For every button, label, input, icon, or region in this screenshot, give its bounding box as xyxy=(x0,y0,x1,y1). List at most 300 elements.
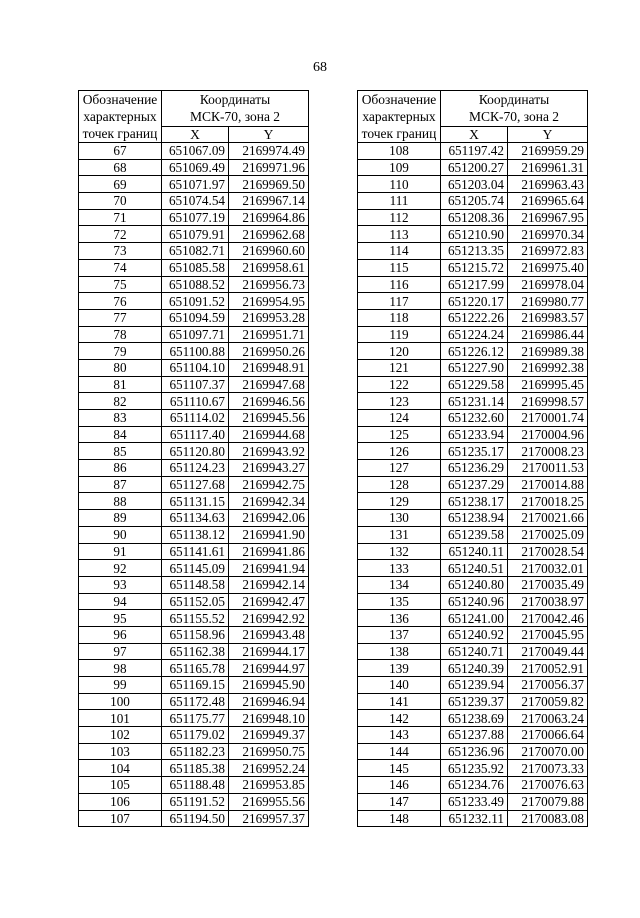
point-number-cell: 121 xyxy=(358,359,441,376)
table-row xyxy=(358,660,588,677)
point-number-cell: 140 xyxy=(358,677,441,694)
x-coordinate-cell: 651203.04 xyxy=(441,176,508,193)
x-coordinate-cell: 651172.48 xyxy=(162,693,229,710)
table-row xyxy=(79,693,309,710)
y-coordinate-cell: 2170021.66 xyxy=(508,510,588,527)
point-number-cell: 139 xyxy=(358,660,441,677)
y-coordinate-cell: 2169951.71 xyxy=(229,326,309,343)
designation-header-line1: Обозначение xyxy=(361,92,437,107)
y-coordinate-cell: 2169941.86 xyxy=(229,543,309,560)
point-number-cell: 71 xyxy=(79,209,162,226)
x-coordinate-cell: 651233.49 xyxy=(441,793,508,810)
table-row xyxy=(358,293,588,310)
point-number-cell: 103 xyxy=(79,743,162,760)
table-row xyxy=(358,493,588,510)
y-coordinate-cell: 2169947.68 xyxy=(229,376,309,393)
point-number-cell: 93 xyxy=(79,576,162,593)
point-number-cell: 105 xyxy=(79,777,162,794)
y-coordinate-cell: 2170073.33 xyxy=(508,760,588,777)
point-number-cell: 122 xyxy=(358,376,441,393)
point-number-cell: 101 xyxy=(79,710,162,727)
table-row xyxy=(358,576,588,593)
table-row xyxy=(79,810,309,827)
y-coordinate-cell: 2169956.73 xyxy=(229,276,309,293)
point-number-cell: 115 xyxy=(358,259,441,276)
point-number-cell: 129 xyxy=(358,493,441,510)
x-coordinate-cell: 651229.58 xyxy=(441,376,508,393)
point-number-cell: 141 xyxy=(358,693,441,710)
y-coordinate-cell: 2169989.38 xyxy=(508,343,588,360)
y-coordinate-cell: 2169955.56 xyxy=(229,793,309,810)
point-number-cell: 79 xyxy=(79,343,162,360)
point-number-cell: 87 xyxy=(79,476,162,493)
y-coordinate-cell: 2169953.28 xyxy=(229,309,309,326)
x-coordinate-cell: 651120.80 xyxy=(162,443,229,460)
y-coordinate-cell: 2170038.97 xyxy=(508,593,588,610)
point-number-cell: 91 xyxy=(79,543,162,560)
x-coordinate-cell: 651224.24 xyxy=(441,326,508,343)
table-row xyxy=(79,510,309,527)
designation-header-line2: характерных xyxy=(83,109,157,124)
point-number-cell: 80 xyxy=(79,359,162,376)
table-row xyxy=(79,326,309,343)
table-row xyxy=(358,259,588,276)
x-coordinate-cell: 651152.05 xyxy=(162,593,229,610)
designation-header-line2: характерных xyxy=(362,109,436,124)
x-coordinate-cell: 651091.52 xyxy=(162,293,229,310)
x-coordinate-cell: 651231.14 xyxy=(441,393,508,410)
y-coordinate-cell: 2169965.64 xyxy=(508,193,588,210)
designation-header-line3: точек границ xyxy=(361,126,437,141)
table-row xyxy=(79,143,309,160)
point-number-cell: 112 xyxy=(358,209,441,226)
y-coordinate-cell: 2169942.75 xyxy=(229,476,309,493)
y-coordinate-cell: 2170066.64 xyxy=(508,727,588,744)
point-number-cell: 76 xyxy=(79,293,162,310)
x-coordinate-cell: 651082.71 xyxy=(162,243,229,260)
table-row xyxy=(358,276,588,293)
y-coordinate-cell: 2169948.10 xyxy=(229,710,309,727)
point-number-cell: 86 xyxy=(79,460,162,477)
y-coordinate-cell: 2169970.34 xyxy=(508,226,588,243)
y-coordinate-cell: 2169980.77 xyxy=(508,293,588,310)
table-row xyxy=(358,760,588,777)
coordinates-table-right xyxy=(357,90,588,827)
point-number-cell: 117 xyxy=(358,293,441,310)
x-coordinate-cell: 651239.37 xyxy=(441,693,508,710)
x-coordinate-cell: 651179.02 xyxy=(162,727,229,744)
point-number-cell: 144 xyxy=(358,743,441,760)
x-coordinate-cell: 651210.90 xyxy=(441,226,508,243)
point-number-cell: 102 xyxy=(79,727,162,744)
point-number-cell: 145 xyxy=(358,760,441,777)
y-coordinate-cell: 2169958.61 xyxy=(229,259,309,276)
y-coordinate-cell: 2169957.37 xyxy=(229,810,309,827)
x-coordinate-cell: 651233.94 xyxy=(441,426,508,443)
point-number-cell: 142 xyxy=(358,710,441,727)
table-row xyxy=(79,393,309,410)
y-coordinate-cell: 2169950.26 xyxy=(229,343,309,360)
y-coordinate-cell: 2169961.31 xyxy=(508,159,588,176)
x-coordinate-cell: 651071.97 xyxy=(162,176,229,193)
y-coordinate-cell: 2169986.44 xyxy=(508,326,588,343)
page-number: 68 xyxy=(313,60,327,75)
y-coordinate-cell: 2169945.56 xyxy=(229,410,309,427)
table-row xyxy=(79,560,309,577)
table-row xyxy=(79,727,309,744)
y-coordinate-cell: 2170032.01 xyxy=(508,560,588,577)
y-coordinate-cell: 2170001.74 xyxy=(508,410,588,427)
point-number-cell: 123 xyxy=(358,393,441,410)
point-number-cell: 75 xyxy=(79,276,162,293)
x-coordinate-cell: 651237.88 xyxy=(441,727,508,744)
table-row xyxy=(358,176,588,193)
x-coordinate-cell: 651213.35 xyxy=(441,243,508,260)
table-row xyxy=(79,293,309,310)
x-coordinate-cell: 651240.80 xyxy=(441,576,508,593)
table-row xyxy=(79,493,309,510)
table-row xyxy=(358,359,588,376)
y-coordinate-cell: 2169949.37 xyxy=(229,727,309,744)
point-number-cell: 92 xyxy=(79,560,162,577)
point-number-cell: 124 xyxy=(358,410,441,427)
y-coordinate-cell: 2169974.49 xyxy=(229,143,309,160)
y-coordinate-cell: 2169941.94 xyxy=(229,560,309,577)
y-coordinate-cell: 2169941.90 xyxy=(229,526,309,543)
y-coordinate-cell: 2169978.04 xyxy=(508,276,588,293)
designation-header-line3: точек границ xyxy=(82,126,158,141)
point-number-cell: 118 xyxy=(358,309,441,326)
x-coordinate-cell: 651158.96 xyxy=(162,626,229,643)
y-coordinate-cell: 2169972.83 xyxy=(508,243,588,260)
y-coordinate-cell: 2169942.14 xyxy=(229,576,309,593)
x-coordinate-cell: 651236.96 xyxy=(441,743,508,760)
y-coordinate-cell: 2170059.82 xyxy=(508,693,588,710)
y-coordinate-cell: 2169960.60 xyxy=(229,243,309,260)
y-coordinate-cell: 2169971.96 xyxy=(229,159,309,176)
table-row xyxy=(358,777,588,794)
point-number-cell: 130 xyxy=(358,510,441,527)
coordinates-header-line1: Координаты xyxy=(478,92,550,108)
coordinates-header xyxy=(162,91,309,127)
x-coordinate-cell: 651185.38 xyxy=(162,760,229,777)
coordinates-header xyxy=(441,91,588,127)
y-coordinate-cell: 2170011.53 xyxy=(508,460,588,477)
x-coordinate-cell: 651232.11 xyxy=(441,810,508,827)
coordinates-table-left xyxy=(78,90,309,827)
y-coordinate-cell: 2169995.45 xyxy=(508,376,588,393)
point-number-cell: 143 xyxy=(358,727,441,744)
table-row xyxy=(358,526,588,543)
point-number-cell: 83 xyxy=(79,410,162,427)
table-row xyxy=(79,777,309,794)
table-row xyxy=(358,226,588,243)
x-coordinate-cell: 651239.94 xyxy=(441,677,508,694)
x-coordinate-cell: 651236.29 xyxy=(441,460,508,477)
point-number-cell: 74 xyxy=(79,259,162,276)
y-coordinate-cell: 2170049.44 xyxy=(508,643,588,660)
point-number-cell: 96 xyxy=(79,626,162,643)
table-row xyxy=(358,743,588,760)
table-row xyxy=(79,276,309,293)
x-coordinate-cell: 651239.58 xyxy=(441,526,508,543)
y-coordinate-cell: 2169950.75 xyxy=(229,743,309,760)
table-row xyxy=(79,243,309,260)
x-coordinate-cell: 651188.48 xyxy=(162,777,229,794)
table-row xyxy=(358,460,588,477)
point-number-cell: 73 xyxy=(79,243,162,260)
x-coordinate-cell: 651134.63 xyxy=(162,510,229,527)
table-row xyxy=(79,376,309,393)
x-coordinate-cell: 651094.59 xyxy=(162,309,229,326)
table-row xyxy=(79,193,309,210)
y-coordinate-cell: 2170008.23 xyxy=(508,443,588,460)
table-row xyxy=(358,626,588,643)
point-number-cell: 134 xyxy=(358,576,441,593)
x-coordinate-cell: 651238.69 xyxy=(441,710,508,727)
x-coordinate-cell: 651124.23 xyxy=(162,460,229,477)
x-coordinate-cell: 651208.36 xyxy=(441,209,508,226)
point-number-cell: 68 xyxy=(79,159,162,176)
table-row xyxy=(358,810,588,827)
point-number-cell: 109 xyxy=(358,159,441,176)
table-row xyxy=(79,443,309,460)
y-coordinate-cell: 2169954.95 xyxy=(229,293,309,310)
table-row xyxy=(358,443,588,460)
point-number-cell: 133 xyxy=(358,560,441,577)
point-number-cell: 94 xyxy=(79,593,162,610)
x-coordinate-cell: 651240.92 xyxy=(441,626,508,643)
table-row xyxy=(79,760,309,777)
x-coordinate-cell: 651238.17 xyxy=(441,493,508,510)
y-coordinate-cell: 2169942.47 xyxy=(229,593,309,610)
y-coordinate-cell: 2169944.97 xyxy=(229,660,309,677)
designation-header xyxy=(79,91,162,143)
designation-header xyxy=(358,91,441,143)
table-row xyxy=(79,526,309,543)
x-coordinate-cell: 651077.19 xyxy=(162,209,229,226)
table-row xyxy=(358,643,588,660)
x-coordinate-cell: 651069.49 xyxy=(162,159,229,176)
table-row xyxy=(79,159,309,176)
x-coordinate-cell: 651240.71 xyxy=(441,643,508,660)
x-coordinate-cell: 651131.15 xyxy=(162,493,229,510)
x-coordinate-cell: 651100.88 xyxy=(162,343,229,360)
point-number-cell: 78 xyxy=(79,326,162,343)
point-number-cell: 110 xyxy=(358,176,441,193)
table-row xyxy=(358,143,588,160)
x-coordinate-cell: 651155.52 xyxy=(162,610,229,627)
x-coordinate-cell: 651085.58 xyxy=(162,259,229,276)
y-coordinate-cell: 2169959.29 xyxy=(508,143,588,160)
y-coordinate-cell: 2169969.50 xyxy=(229,176,309,193)
x-coordinate-cell: 651237.29 xyxy=(441,476,508,493)
y-coordinate-cell: 2169953.85 xyxy=(229,777,309,794)
table-row xyxy=(358,393,588,410)
y-coordinate-cell: 2170045.95 xyxy=(508,626,588,643)
x-coordinate-cell: 651232.60 xyxy=(441,410,508,427)
x-coordinate-cell: 651197.42 xyxy=(441,143,508,160)
point-number-cell: 138 xyxy=(358,643,441,660)
x-coordinate-cell: 651141.61 xyxy=(162,543,229,560)
point-number-cell: 85 xyxy=(79,443,162,460)
point-number-cell: 119 xyxy=(358,326,441,343)
point-number-cell: 104 xyxy=(79,760,162,777)
x-coordinate-cell: 651114.02 xyxy=(162,410,229,427)
x-coordinate-cell: 651217.99 xyxy=(441,276,508,293)
x-coordinate-cell: 651240.11 xyxy=(441,543,508,560)
table-row xyxy=(358,710,588,727)
table-row xyxy=(79,359,309,376)
table-row xyxy=(358,209,588,226)
x-coordinate-cell: 651235.17 xyxy=(441,443,508,460)
x-coordinate-cell: 651227.90 xyxy=(441,359,508,376)
table-row xyxy=(358,243,588,260)
point-number-cell: 106 xyxy=(79,793,162,810)
table-row xyxy=(79,677,309,694)
y-coordinate-cell: 2169943.27 xyxy=(229,460,309,477)
x-coordinate-cell: 651240.51 xyxy=(441,560,508,577)
x-coordinate-cell: 651165.78 xyxy=(162,660,229,677)
point-number-cell: 146 xyxy=(358,777,441,794)
table-row xyxy=(79,226,309,243)
y-coordinate-cell: 2170035.49 xyxy=(508,576,588,593)
table-row xyxy=(358,793,588,810)
y-coordinate-cell: 2169962.68 xyxy=(229,226,309,243)
x-coordinate-cell: 651148.58 xyxy=(162,576,229,593)
x-coordinate-cell: 651194.50 xyxy=(162,810,229,827)
x-coordinate-cell: 651220.17 xyxy=(441,293,508,310)
point-number-cell: 89 xyxy=(79,510,162,527)
table-row xyxy=(358,510,588,527)
table-row xyxy=(358,610,588,627)
x-coordinate-cell: 651104.10 xyxy=(162,359,229,376)
x-coordinate-cell: 651238.94 xyxy=(441,510,508,527)
table-row xyxy=(79,743,309,760)
table-row xyxy=(79,460,309,477)
table-row xyxy=(79,343,309,360)
coordinates-header-line1: Координаты xyxy=(199,92,271,108)
point-number-cell: 137 xyxy=(358,626,441,643)
y-coordinate-cell: 2169948.91 xyxy=(229,359,309,376)
y-coordinate-cell: 2169975.40 xyxy=(508,259,588,276)
point-number-cell: 81 xyxy=(79,376,162,393)
y-coordinate-cell: 2169943.92 xyxy=(229,443,309,460)
point-number-cell: 111 xyxy=(358,193,441,210)
table-row xyxy=(358,560,588,577)
table-row xyxy=(358,677,588,694)
point-number-cell: 113 xyxy=(358,226,441,243)
point-number-cell: 135 xyxy=(358,593,441,610)
y-coordinate-cell: 2169942.92 xyxy=(229,610,309,627)
y-coordinate-cell: 2169998.57 xyxy=(508,393,588,410)
x-coordinate-cell: 651175.77 xyxy=(162,710,229,727)
table-row xyxy=(358,159,588,176)
y-coordinate-cell: 2169942.06 xyxy=(229,510,309,527)
point-number-cell: 125 xyxy=(358,426,441,443)
x-coordinate-cell: 651191.52 xyxy=(162,793,229,810)
y-coordinate-cell: 2169963.43 xyxy=(508,176,588,193)
table-row xyxy=(79,543,309,560)
table-row xyxy=(358,309,588,326)
table-row xyxy=(79,660,309,677)
coordinates-header-line2: МСК-70, зона 2 xyxy=(189,109,281,125)
designation-header-line1: Обозначение xyxy=(82,92,158,107)
x-coordinate-cell: 651074.54 xyxy=(162,193,229,210)
table-row xyxy=(358,727,588,744)
point-number-cell: 131 xyxy=(358,526,441,543)
x-coordinate-cell: 651097.71 xyxy=(162,326,229,343)
y-coordinate-cell: 2169946.94 xyxy=(229,693,309,710)
table-row xyxy=(79,643,309,660)
table-row xyxy=(358,376,588,393)
x-coordinate-cell: 651182.23 xyxy=(162,743,229,760)
x-coordinate-cell: 651215.72 xyxy=(441,259,508,276)
x-coordinate-cell: 651145.09 xyxy=(162,560,229,577)
point-number-cell: 84 xyxy=(79,426,162,443)
y-coordinate-cell: 2170070.00 xyxy=(508,743,588,760)
y-coordinate-cell: 2169945.90 xyxy=(229,677,309,694)
table-row xyxy=(358,476,588,493)
x-coordinate-cell: 651138.12 xyxy=(162,526,229,543)
x-coordinate-cell: 651240.96 xyxy=(441,593,508,610)
point-number-cell: 148 xyxy=(358,810,441,827)
x-coordinate-cell: 651079.91 xyxy=(162,226,229,243)
x-coordinate-cell: 651088.52 xyxy=(162,276,229,293)
y-coordinate-cell: 2170025.09 xyxy=(508,526,588,543)
y-coordinate-cell: 2170083.08 xyxy=(508,810,588,827)
point-number-cell: 107 xyxy=(79,810,162,827)
table-row xyxy=(358,426,588,443)
table-row xyxy=(358,410,588,427)
x-coordinate-cell: 651234.76 xyxy=(441,777,508,794)
point-number-cell: 99 xyxy=(79,677,162,694)
x-coordinate-cell: 651162.38 xyxy=(162,643,229,660)
table-row xyxy=(79,710,309,727)
table-row xyxy=(358,193,588,210)
y-coordinate-cell: 2170076.63 xyxy=(508,777,588,794)
table-row xyxy=(358,326,588,343)
table-row xyxy=(79,576,309,593)
table-row xyxy=(79,793,309,810)
coordinates-header-line2: МСК-70, зона 2 xyxy=(468,109,560,125)
point-number-cell: 100 xyxy=(79,693,162,710)
table-row xyxy=(79,410,309,427)
x-coordinate-cell: 651240.39 xyxy=(441,660,508,677)
point-number-cell: 69 xyxy=(79,176,162,193)
point-number-cell: 95 xyxy=(79,610,162,627)
x-coordinate-cell: 651235.92 xyxy=(441,760,508,777)
point-number-cell: 108 xyxy=(358,143,441,160)
y-coordinate-cell: 2169983.57 xyxy=(508,309,588,326)
table-row xyxy=(79,309,309,326)
y-coordinate-cell: 2170014.88 xyxy=(508,476,588,493)
y-coordinate-cell: 2169967.95 xyxy=(508,209,588,226)
point-number-cell: 98 xyxy=(79,660,162,677)
y-header: Y xyxy=(508,126,588,142)
x-coordinate-cell: 651110.67 xyxy=(162,393,229,410)
x-coordinate-cell: 651200.27 xyxy=(441,159,508,176)
table-row xyxy=(358,693,588,710)
y-coordinate-cell: 2170052.91 xyxy=(508,660,588,677)
x-header: X xyxy=(162,126,229,142)
point-number-cell: 82 xyxy=(79,393,162,410)
y-coordinate-cell: 2170063.24 xyxy=(508,710,588,727)
y-coordinate-cell: 2169944.17 xyxy=(229,643,309,660)
y-coordinate-cell: 2169992.38 xyxy=(508,359,588,376)
y-coordinate-cell: 2169946.56 xyxy=(229,393,309,410)
x-coordinate-cell: 651067.09 xyxy=(162,143,229,160)
